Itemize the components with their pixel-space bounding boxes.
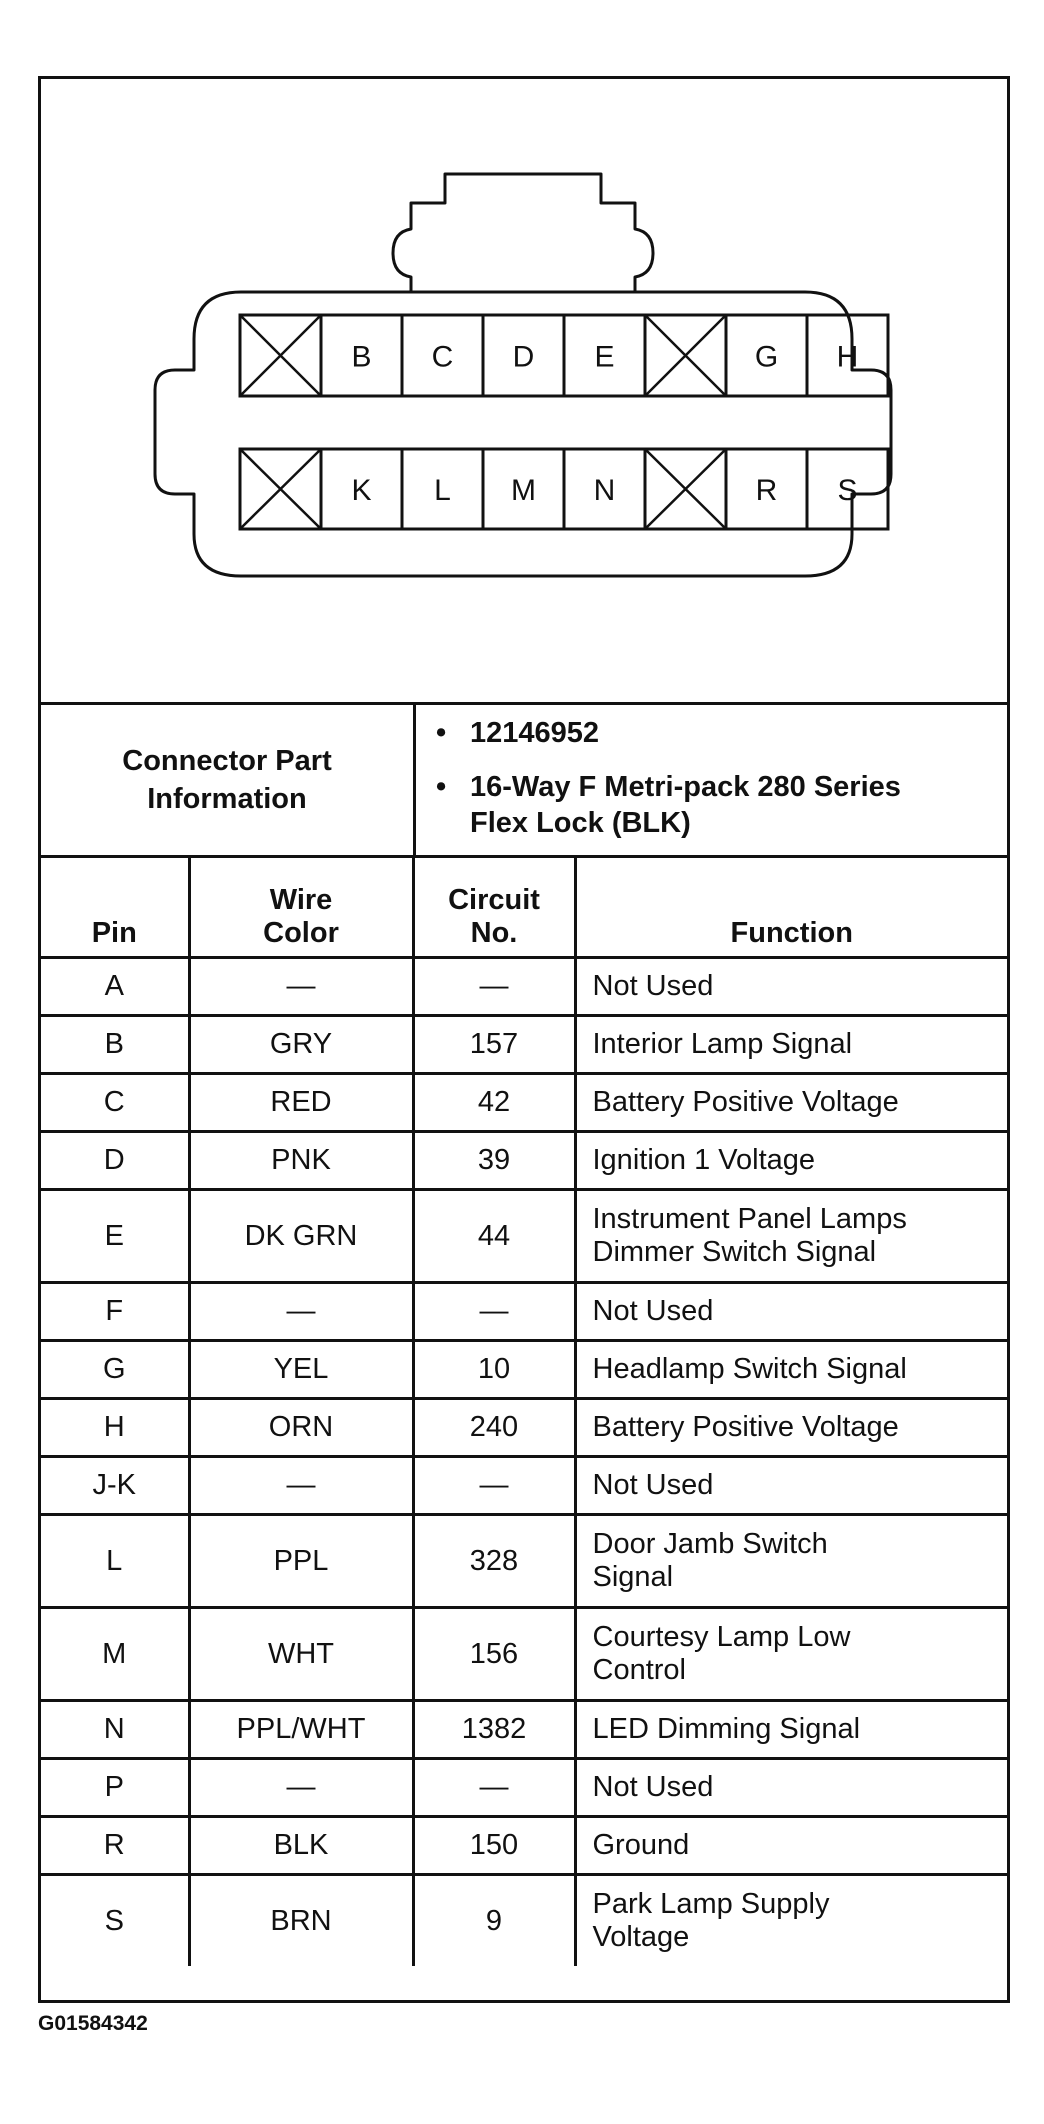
circuit-number-cell: — — [413, 1457, 575, 1515]
table-row — [41, 1190, 1007, 1283]
wire-color-cell: RED — [189, 1074, 413, 1132]
function-cell: Interior Lamp Signal — [575, 1016, 1007, 1074]
pin-label-d: D — [512, 340, 535, 374]
wire-color-cell: YEL — [189, 1341, 413, 1399]
function-cell — [575, 1190, 1007, 1283]
part-info-list — [416, 705, 1007, 855]
connector-part-information — [41, 705, 1007, 858]
part-info-label: Connector Part Information — [122, 745, 332, 815]
pin-label-b: B — [351, 340, 372, 374]
pin-label-m: M — [511, 474, 536, 507]
circuit-number-cell: 328 — [413, 1515, 575, 1608]
unused-cavity-x-mark — [240, 449, 321, 529]
connector-face-drawing — [41, 79, 1007, 702]
pin-cell: D — [41, 1132, 189, 1190]
part-description-item — [436, 769, 940, 841]
pin-cell: F — [41, 1283, 189, 1341]
function-text: Door Jamb Switch Signal — [592, 1528, 828, 1593]
function-text: Courtesy Lamp Low Control — [592, 1621, 851, 1686]
pin-label-n: N — [593, 474, 616, 507]
circuit-number-cell: 1382 — [413, 1701, 575, 1759]
function-cell — [575, 1875, 1007, 1967]
function-cell: LED Dimming Signal — [575, 1701, 1007, 1759]
pin-label-l: L — [434, 474, 451, 507]
pin-cell: A — [41, 958, 189, 1016]
wire-color-cell: — — [189, 1457, 413, 1515]
circuit-number-cell: 39 — [413, 1132, 575, 1190]
pin-cell: G — [41, 1341, 189, 1399]
unused-cavity-x-mark — [645, 315, 726, 396]
connector-document — [38, 76, 1010, 2003]
pin-label-r: R — [755, 474, 778, 507]
unused-cavity-x-mark — [240, 315, 321, 396]
wire-color-header: Wire Color — [189, 858, 413, 958]
circuit-number-cell: 9 — [413, 1875, 575, 1967]
circuit-number-header: Circuit No. — [413, 858, 575, 958]
function-cell: Battery Positive Voltage — [575, 1074, 1007, 1132]
circuit-number-cell: — — [413, 1283, 575, 1341]
wire-color-cell: BRN — [189, 1875, 413, 1967]
table-row — [41, 1759, 1007, 1817]
top-pin-row — [240, 315, 888, 396]
table-row — [41, 1341, 1007, 1399]
pin-cell: M — [41, 1608, 189, 1701]
function-cell: Not Used — [575, 1759, 1007, 1817]
pin-label-s: S — [837, 474, 858, 507]
table-row — [41, 958, 1007, 1016]
pin-cell: R — [41, 1817, 189, 1875]
pin-out-table — [41, 858, 1007, 1966]
pin-cell: P — [41, 1759, 189, 1817]
function-cell: Ignition 1 Voltage — [575, 1132, 1007, 1190]
wire-color-cell: ORN — [189, 1399, 413, 1457]
function-cell: Not Used — [575, 1457, 1007, 1515]
circuit-number-cell: 157 — [413, 1016, 575, 1074]
connector-body — [155, 292, 891, 576]
table-row — [41, 1132, 1007, 1190]
function-cell — [575, 1608, 1007, 1701]
table-row — [41, 1016, 1007, 1074]
wire-color-cell: — — [189, 1283, 413, 1341]
circuit-number-cell: 240 — [413, 1399, 575, 1457]
table-row — [41, 1283, 1007, 1341]
table-row — [41, 1457, 1007, 1515]
pin-cell: L — [41, 1515, 189, 1608]
wire-color-cell: WHT — [189, 1608, 413, 1701]
function-cell — [575, 1515, 1007, 1608]
pin-cell: J-K — [41, 1457, 189, 1515]
part-number-item — [436, 715, 1000, 751]
wire-color-cell: GRY — [189, 1016, 413, 1074]
pin-cell: N — [41, 1701, 189, 1759]
part-description: • 16-Way F Metri-pack 280 Series Flex Lock (BLK) — [470, 771, 901, 839]
circuit-number-cell: 10 — [413, 1341, 575, 1399]
wire-color-cell: — — [189, 1759, 413, 1817]
pin-label-k: K — [351, 474, 372, 507]
pin-cell: B — [41, 1016, 189, 1074]
table-row — [41, 1817, 1007, 1875]
connector-diagram — [41, 79, 1007, 705]
table-row — [41, 1399, 1007, 1457]
function-text: Park Lamp Supply Voltage — [592, 1888, 830, 1953]
pin-header: Pin — [41, 858, 189, 958]
pin-label-h: H — [836, 340, 859, 374]
table-row — [41, 1701, 1007, 1759]
function-header: Function — [575, 858, 1007, 958]
function-cell: Not Used — [575, 1283, 1007, 1341]
wire-color-cell: BLK — [189, 1817, 413, 1875]
circuit-number-cell: 42 — [413, 1074, 575, 1132]
pin-cell: C — [41, 1074, 189, 1132]
wire-color-cell: PPL — [189, 1515, 413, 1608]
circuit-number-cell: 156 — [413, 1608, 575, 1701]
pin-label-c: C — [431, 340, 454, 374]
function-cell: Ground — [575, 1817, 1007, 1875]
figure-id: G01584342 — [38, 2012, 148, 2035]
part-info-label-cell — [41, 705, 416, 855]
pin-label-e: E — [594, 340, 615, 374]
part-number: • 12146952 — [470, 717, 600, 749]
wire-color-cell: PNK — [189, 1132, 413, 1190]
circuit-number-cell: 44 — [413, 1190, 575, 1283]
pin-cell: H — [41, 1399, 189, 1457]
pin-cell: S — [41, 1875, 189, 1967]
circuit-number-cell: — — [413, 958, 575, 1016]
bottom-pin-row — [240, 449, 888, 529]
circuit-number-cell: 150 — [413, 1817, 575, 1875]
table-row — [41, 1074, 1007, 1132]
table-row — [41, 1875, 1007, 1967]
function-cell: Battery Positive Voltage — [575, 1399, 1007, 1457]
table-row — [41, 1608, 1007, 1701]
function-cell: Headlamp Switch Signal — [575, 1341, 1007, 1399]
unused-cavity-x-mark — [645, 449, 726, 529]
table-row — [41, 1515, 1007, 1608]
wire-color-cell: PPL/WHT — [189, 1701, 413, 1759]
wire-color-cell: DK GRN — [189, 1190, 413, 1283]
function-cell: Not Used — [575, 958, 1007, 1016]
pin-label-g: G — [754, 340, 779, 374]
connector-latch — [393, 174, 653, 292]
function-text: Instrument Panel Lamps Dimmer Switch Signal — [592, 1203, 907, 1268]
table-header-row — [41, 858, 1007, 958]
pin-cell: E — [41, 1190, 189, 1283]
wire-color-cell: — — [189, 958, 413, 1016]
circuit-number-cell: — — [413, 1759, 575, 1817]
